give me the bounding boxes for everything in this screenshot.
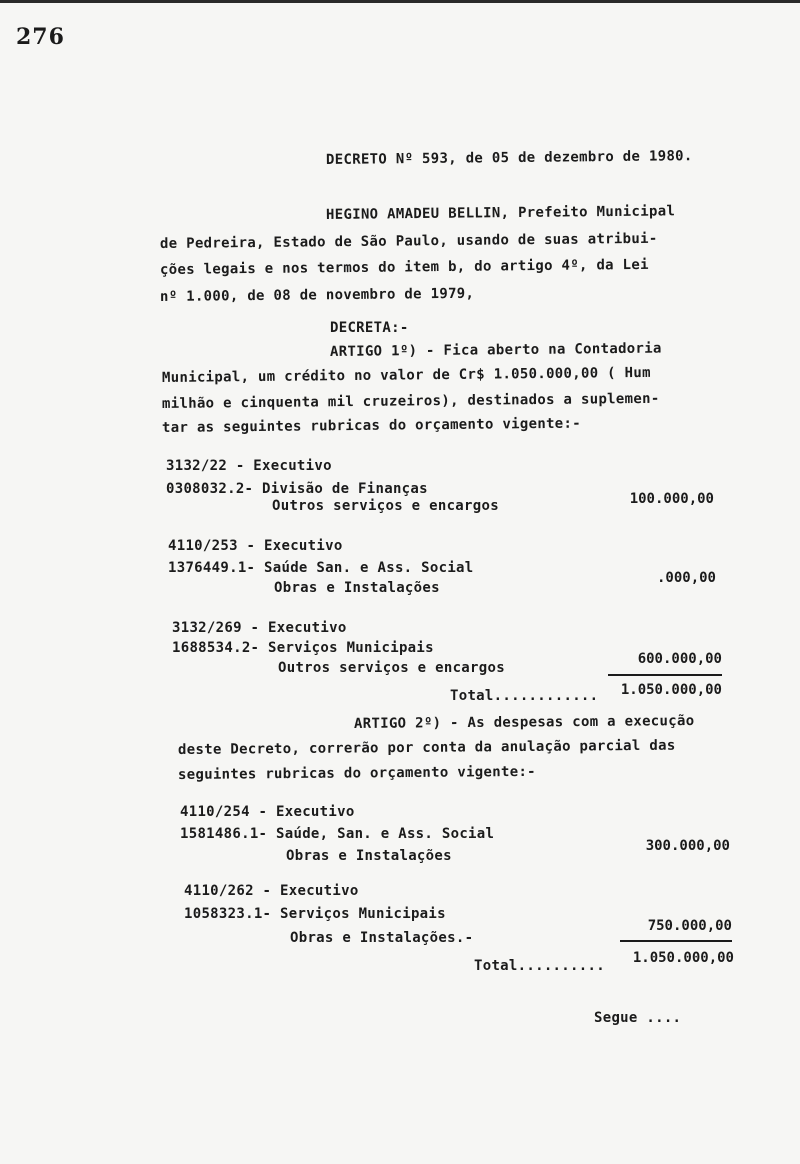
rubrica-unit: 1376449.1- Saúde San. e Ass. Social	[168, 560, 474, 576]
rubrica-unit: 1058323.1- Serviços Municipais	[184, 906, 446, 922]
rubrica-amount: 100.000,00	[629, 491, 714, 507]
rubrica-code: 4110/253 - Executivo	[168, 538, 343, 554]
rubrica-code: 3132/22 - Executivo	[166, 458, 332, 474]
rubrica-amount: 600.000,00	[637, 651, 722, 667]
rubrica-amount: .000,00	[656, 570, 716, 586]
artigo1-line-1: ARTIGO 1º) - Fica aberto na Contadoria	[329, 340, 662, 360]
artigo2-line-3: seguintes rubricas do orçamento vigente:-	[177, 763, 536, 783]
total-label: Total..........	[474, 958, 605, 974]
total-amount: 1.050.000,00	[620, 682, 722, 698]
rubrica-desc: Obras e Instalações	[274, 580, 440, 596]
preamble-line-4: nº 1.000, de 08 de novembro de 1979,	[159, 285, 475, 305]
artigo1-line-2: Municipal, um crédito no valor de Cr$ 1.050.000,00 ( Hum	[161, 364, 651, 386]
sum-underline	[620, 940, 732, 942]
rubrica-code: 4110/262 - Executivo	[184, 883, 359, 899]
total-label: Total............	[450, 688, 599, 704]
preamble-line-1: HEGINO AMADEU BELLIN, Prefeito Municipal	[325, 203, 676, 223]
continuation-note: Segue ....	[594, 1010, 682, 1026]
sum-underline	[608, 674, 722, 676]
total-amount: 1.050.000,00	[632, 950, 734, 966]
artigo1-line-3: milhão e cinquenta mil cruzeiros), destinados a suplemen-	[161, 390, 660, 412]
decreta-heading: DECRETA:-	[330, 320, 409, 336]
artigo2-line-1: ARTIGO 2º) - As despesas com a execução	[353, 713, 695, 732]
rubrica-code: 4110/254 - Executivo	[180, 804, 355, 820]
top-border	[0, 0, 800, 3]
rubrica-unit: 1581486.1- Saúde, San. e Ass. Social	[180, 826, 495, 842]
decree-title: DECRETO Nº 593, de 05 de dezembro de 1980.	[325, 148, 693, 168]
rubrica-desc: Obras e Instalações	[286, 848, 452, 864]
rubrica-unit: 1688534.2- Serviços Municipais	[172, 640, 434, 656]
rubrica-unit: 0308032.2- Divisão de Finanças	[166, 481, 428, 497]
rubrica-desc: Outros serviços e encargos	[272, 498, 499, 514]
rubrica-desc: Outros serviços e encargos	[278, 660, 505, 676]
rubrica-amount: 750.000,00	[647, 918, 732, 934]
artigo1-line-4: tar as seguintes rubricas do orçamento vigente:-	[161, 415, 582, 436]
rubrica-desc: Obras e Instalações.-	[290, 930, 474, 946]
page-number: 276	[16, 24, 65, 50]
rubrica-amount: 300.000,00	[645, 838, 730, 854]
preamble-line-3: ções legais e nos termos do item b, do artigo 4º, da Lei	[159, 256, 649, 278]
rubrica-code: 3132/269 - Executivo	[172, 620, 347, 636]
artigo2-line-2: deste Decreto, correrão por conta da anulação parcial das	[177, 737, 676, 758]
preamble-line-2: de Pedreira, Estado de São Paulo, usando de suas atribui-	[159, 230, 658, 252]
